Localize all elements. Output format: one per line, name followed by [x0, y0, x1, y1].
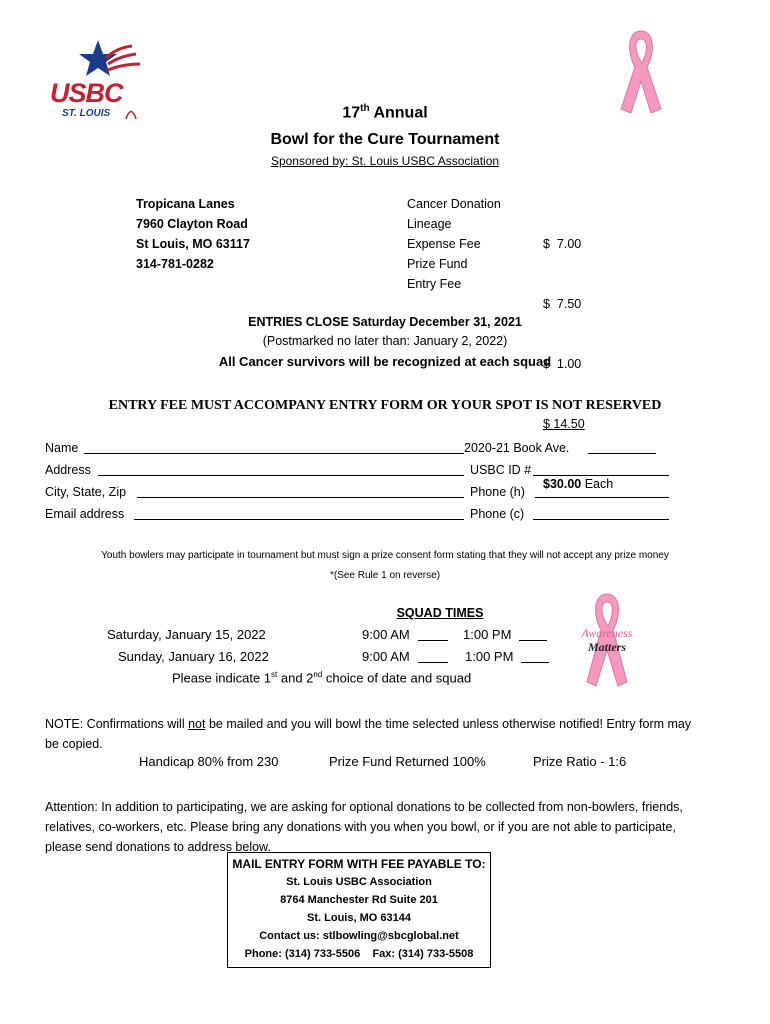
- venue-block: [136, 194, 250, 274]
- fee-amount: $ 7.50: [543, 297, 582, 311]
- venue-name: Tropicana Lanes: [136, 197, 235, 211]
- attention-line: please send donations to address below.: [45, 840, 271, 854]
- youth-note: Youth bowlers may participate in tournament but must sign a prize consent form stating that they will not accept any prize money: [101, 550, 669, 561]
- usbc-wordmark: USBC: [50, 78, 123, 108]
- phone-home-label: Phone (h): [470, 485, 525, 499]
- awareness-word: Awareness: [581, 626, 633, 640]
- choice-instruction: [172, 670, 471, 685]
- phone-cell-field[interactable]: [533, 508, 669, 520]
- venue-city: St Louis, MO 63117: [136, 237, 250, 251]
- survivors-note: All Cancer survivors will be recognized at each squad: [218, 354, 552, 369]
- city-field[interactable]: [137, 486, 464, 498]
- name-label: Name: [45, 441, 79, 455]
- squad-2-time-1-choice[interactable]: [418, 651, 448, 663]
- page-title: Bowl for the Cure Tournament: [270, 131, 500, 148]
- address-field[interactable]: [98, 464, 464, 476]
- squad-2-time-2-choice[interactable]: [521, 651, 549, 663]
- address-label: Address: [45, 463, 91, 477]
- entry-fee-suffix: Each: [581, 477, 614, 491]
- note-text-c: be copied.: [45, 737, 103, 751]
- prize-fund-term: Prize Fund Returned 100%: [329, 754, 486, 769]
- squad-day-2: Sunday, January 16, 2022: [118, 649, 269, 664]
- fee-label: Entry Fee: [407, 277, 462, 291]
- usbc-id-field[interactable]: [533, 464, 669, 476]
- st-louis-wordmark: ST. LOUIS: [62, 108, 111, 119]
- squad-2-time-2: 1:00 PM: [465, 649, 514, 664]
- confirmation-note: [45, 714, 735, 754]
- attention-line: relatives, co-workers, etc. Please bring any donations with you when you bowl, or if you are not able to participate,: [45, 820, 676, 834]
- usbc-id-label: USBC ID #: [470, 463, 532, 477]
- choice-text-a: Please indicate 1: [172, 670, 272, 686]
- mail-street: 8764 Manchester Rd Suite 201: [280, 894, 438, 906]
- choice-sup-1: st: [271, 670, 278, 679]
- squad-1-time-1-choice[interactable]: [418, 629, 448, 641]
- squad-1-time-2: 1:00 PM: [463, 627, 512, 642]
- attention-line: Attention: In addition to participating, we are asking for optional donations to be collected from non-bowlers, friends,: [45, 800, 683, 814]
- note-text-a: NOTE: Confirmations will: [45, 717, 189, 731]
- note-not: not: [188, 717, 206, 731]
- arch-icon: [124, 106, 138, 120]
- mail-phones: [228, 945, 490, 963]
- attention-paragraph: [45, 797, 735, 857]
- email-label: Email address: [45, 507, 125, 521]
- squad-1-time-1: 9:00 AM: [362, 627, 410, 642]
- fee-labels: [407, 194, 501, 294]
- fee-amount: $ 1.00: [543, 357, 582, 371]
- choice-sup-2: nd: [313, 670, 323, 679]
- venue-phone: 314-781-0282: [136, 257, 214, 271]
- sponsor-line: Sponsored by: St. Louis USBC Association: [270, 154, 500, 168]
- mail-heading: MAIL ENTRY FORM WITH FEE PAYABLE TO:: [232, 857, 486, 871]
- city-label: City, State, Zip: [45, 485, 127, 499]
- prize-ratio-term: Prize Ratio - 1:6: [533, 754, 627, 769]
- squad-2-time-1: 9:00 AM: [362, 649, 410, 664]
- squad-1-time-2-choice[interactable]: [519, 629, 547, 641]
- fee-label: Prize Fund: [407, 257, 468, 271]
- book-ave-label: 2020-21 Book Ave.: [464, 441, 570, 455]
- mail-city: St. Louis, MO 63144: [307, 912, 411, 924]
- fee-label: Lineage: [407, 217, 452, 231]
- squad-heading: SQUAD TIMES: [396, 606, 484, 620]
- mail-phone: Phone: (314) 733-5506: [244, 948, 361, 960]
- fee-label: Expense Fee: [407, 237, 481, 251]
- venue-street: 7960 Clayton Road: [136, 217, 248, 231]
- handicap-term: Handicap 80% from 230: [139, 754, 279, 769]
- entry-fee-notice: ENTRY FEE MUST ACCOMPANY ENTRY FORM OR YOUR SPOT IS NOT RESERVED: [108, 398, 662, 413]
- choice-text-b: and 2: [277, 670, 314, 686]
- email-field[interactable]: [134, 508, 464, 520]
- phone-home-field[interactable]: [535, 486, 669, 498]
- book-ave-field[interactable]: [588, 442, 656, 454]
- pink-ribbon-icon: [611, 25, 671, 115]
- postmark-note: (Postmarked no later than: January 2, 2022): [262, 334, 508, 348]
- mail-fax: Fax: (314) 733-5508: [372, 948, 474, 960]
- phone-cell-label: Phone (c): [470, 507, 525, 521]
- usbc-logo: [48, 38, 152, 122]
- squad-day-1: Saturday, January 15, 2022: [107, 627, 266, 642]
- name-field[interactable]: [84, 442, 464, 454]
- entry-fee-amount: $30.00: [543, 477, 582, 491]
- mail-org: St. Louis USBC Association: [286, 876, 432, 888]
- fee-label: Cancer Donation: [407, 197, 501, 211]
- entries-close: ENTRIES CLOSE Saturday December 31, 2021: [248, 315, 522, 329]
- rule-note: *(See Rule 1 on reverse): [329, 570, 441, 581]
- note-text-b: be mailed and you will bowl the time selected unless otherwise notified! Entry form may: [205, 717, 692, 731]
- fee-amount: $ 14.50: [543, 417, 585, 431]
- edition-suffix: th: [360, 103, 370, 114]
- edition-heading: [235, 103, 535, 122]
- choice-text-c: choice of date and squad: [322, 670, 472, 686]
- fee-amount: $ 7.00: [543, 237, 582, 251]
- matters-word: Matters: [587, 640, 626, 654]
- edition-number: 17: [342, 104, 361, 122]
- mail-to-box: [227, 852, 491, 968]
- awareness-ribbon-icon: [560, 590, 654, 688]
- mail-contact: Contact us: stlbowling@sbcglobal.net: [259, 930, 459, 942]
- edition-word: Annual: [373, 104, 428, 122]
